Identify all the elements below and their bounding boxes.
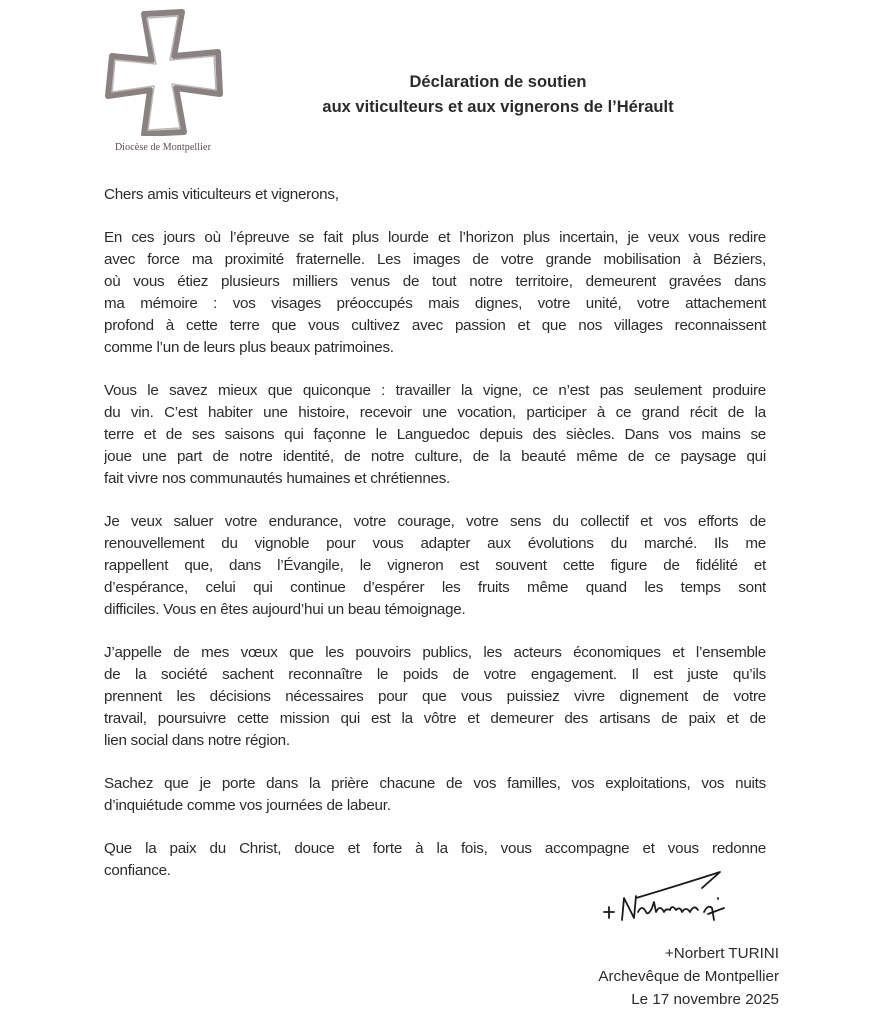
text-line: joue une part de notre identité, de notre culture, de la beauté même de ce paysage qui [104,448,766,465]
text-line: d’inquiétude comme vos journées de labeur. [104,797,391,814]
text-line: fait vivre nos communautés humaines et chrétiennes. [104,470,451,487]
paragraph [104,511,766,621]
paragraph [104,773,766,817]
signature-block [598,942,779,1011]
logo-caption: Diocèse de Montpellier [114,142,212,153]
text-line: Je veux saluer votre endurance, votre courage, votre sens du collectif et vos efforts de [104,513,766,530]
letter-body [104,184,766,903]
text-line: d’espérance, celui qui continue d’espérer les fruits même quand les temps sont [104,579,766,596]
signatory-role: Archevêque de Montpellier [598,968,779,985]
diocese-logo [98,4,228,154]
text-line: difficiles. Vous en êtes aujourd’hui un beau témoignage. [104,601,466,618]
text-line: de la société sachent reconnaître le poids de votre engagement. Il est juste qu’ils [104,666,766,683]
text-line: prennent les décisions nécessaires pour que vous puissiez vivre dignement de votre [104,688,766,705]
text-line: profond à cette terre que vous cultivez avec passion et que nos villages reconnaissent [104,317,766,334]
paragraph [104,227,766,359]
paragraph [104,642,766,752]
title-line: aux viticulteurs et aux vignerons de l’Hérault [322,98,674,116]
text-line: comme l’un de leurs plus beaux patrimoines. [104,339,394,356]
letter-date: Le 17 novembre 2025 [631,991,779,1008]
title-line: Déclaration de soutien [409,73,587,91]
text-line: avec force ma proximité fraternelle. Les images de votre grande mobilisation à Béziers, [104,251,766,268]
text-line: Sachez que je porte dans la prière chacune de vos familles, vos exploitations, vos nuits [104,775,766,792]
text-line: Que la paix du Christ, douce et forte à la fois, vous accompagne et vous redonne [104,840,766,857]
text-line: où vous étiez plusieurs milliers venus de tout notre territoire, demeurent gravées dans [104,273,766,290]
text-line: ma mémoire : vos visages préoccupés mais dignes, votre unité, votre attachement [104,295,766,312]
text-line: Vous le savez mieux que quiconque : travailler la vigne, ce n’est pas seulement produire [104,382,766,399]
text-line: confiance. [104,862,171,879]
cross-icon [104,6,224,136]
handwritten-signature-icon [600,868,740,926]
page-title [250,70,746,120]
greeting: Chers amis viticulteurs et vignerons, [104,186,339,203]
paragraph [104,380,766,490]
text-line: lien social dans notre région. [104,732,290,749]
text-line: rappellent que, dans l’Évangile, le vigneron est souvent cette figure de fidélité et [104,557,766,574]
text-line: travail, poursuivre cette mission qui est la vôtre et demeurer des artisans de paix et de [104,710,766,727]
text-line: En ces jours où l’épreuve se fait plus lourde et l’horizon plus incertain, je veux vous redire [104,229,766,246]
text-line: J’appelle de mes vœux que les pouvoirs publics, les acteurs économiques et l’ensemble [104,644,766,661]
text-line: renouvellement du vignoble pour vous adapter aux évolutions du marché. Ils me [104,535,766,552]
text-line: du vin. C’est habiter une histoire, recevoir une vocation, participer à ce grand récit de la [104,404,766,421]
signatory-name: +Norbert TURINI [664,945,779,962]
text-line: terre et de ses saisons qui façonne le Languedoc depuis des siècles. Dans vos mains se [104,426,766,443]
